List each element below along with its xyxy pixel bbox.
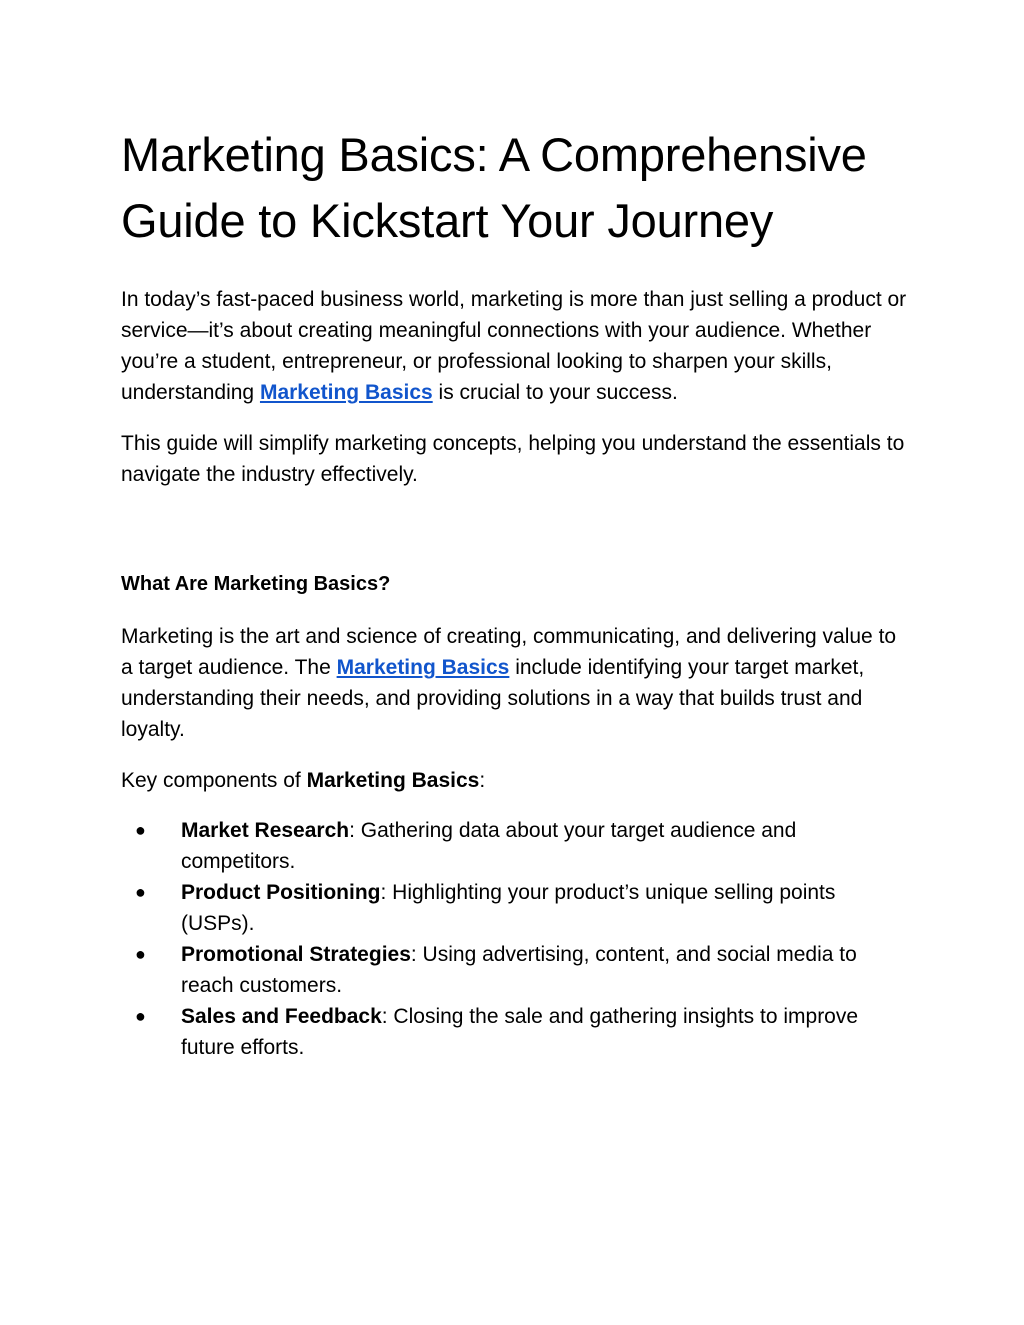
list-item-desc: : Closing the sale and gathering insights to improve future efforts. [181,1005,859,1059]
components-list [121,815,911,1063]
bullet-icon: ● [135,820,146,840]
marketing-basics-link[interactable]: Marketing Basics [259,381,433,404]
list-item-desc: : Gathering data about your target audience and competitors. [181,819,797,873]
bullet-icon: ● [135,882,146,902]
list-item-desc: : Highlighting your product’s unique selling points (USPs). [181,881,836,935]
bullet-icon: ● [135,944,146,964]
guide-paragraph: This guide will simplify marketing concepts, helping you understand the essentials to navigate the industry effectively. [121,432,905,486]
bullet-icon: ● [135,1006,146,1026]
intro-text-start: In today’s fast-paced business world, marketing is more than just selling a product or service—it’s about creating meaningful connections with your audience. Whether you’re a student, entrepreneur, or professional looking to sharpen your skills, understanding [121,288,907,404]
list-item-term: Sales and Feedback [181,1005,382,1028]
marketing-basics-link-2[interactable]: Marketing Basics [336,656,510,679]
list-item-desc: : Using advertising, content, and social media to reach customers. [181,943,857,997]
key-components-colon: : [479,769,486,792]
intro-paragraph [121,284,911,408]
key-components-intro [121,765,911,796]
intro-text-end: is crucial to your success. [432,381,678,404]
list-item [121,1001,911,1063]
key-components-text: Key components of [121,769,307,792]
list-item-term: Market Research [181,819,350,842]
definition-paragraph [121,621,911,745]
list-item [121,815,911,877]
document-title: Marketing Basics: A Comprehensive Guide to Kickstart Your Journey [121,128,867,247]
list-item [121,939,911,1001]
document-page [121,122,911,1063]
list-item-term: Promotional Strategies [181,943,411,966]
section-heading: What Are Marketing Basics? [121,573,391,595]
definition-text-end: include identifying your target market, understanding their needs, and providing solutions in a way that builds trust and loyalty. [121,656,865,741]
definition-text-start: Marketing is the art and science of creating, communicating, and delivering value to a target audience. The [121,625,897,679]
list-item [121,877,911,939]
list-item-term: Product Positioning [181,881,381,904]
key-components-bold: Marketing Basics [306,769,480,792]
